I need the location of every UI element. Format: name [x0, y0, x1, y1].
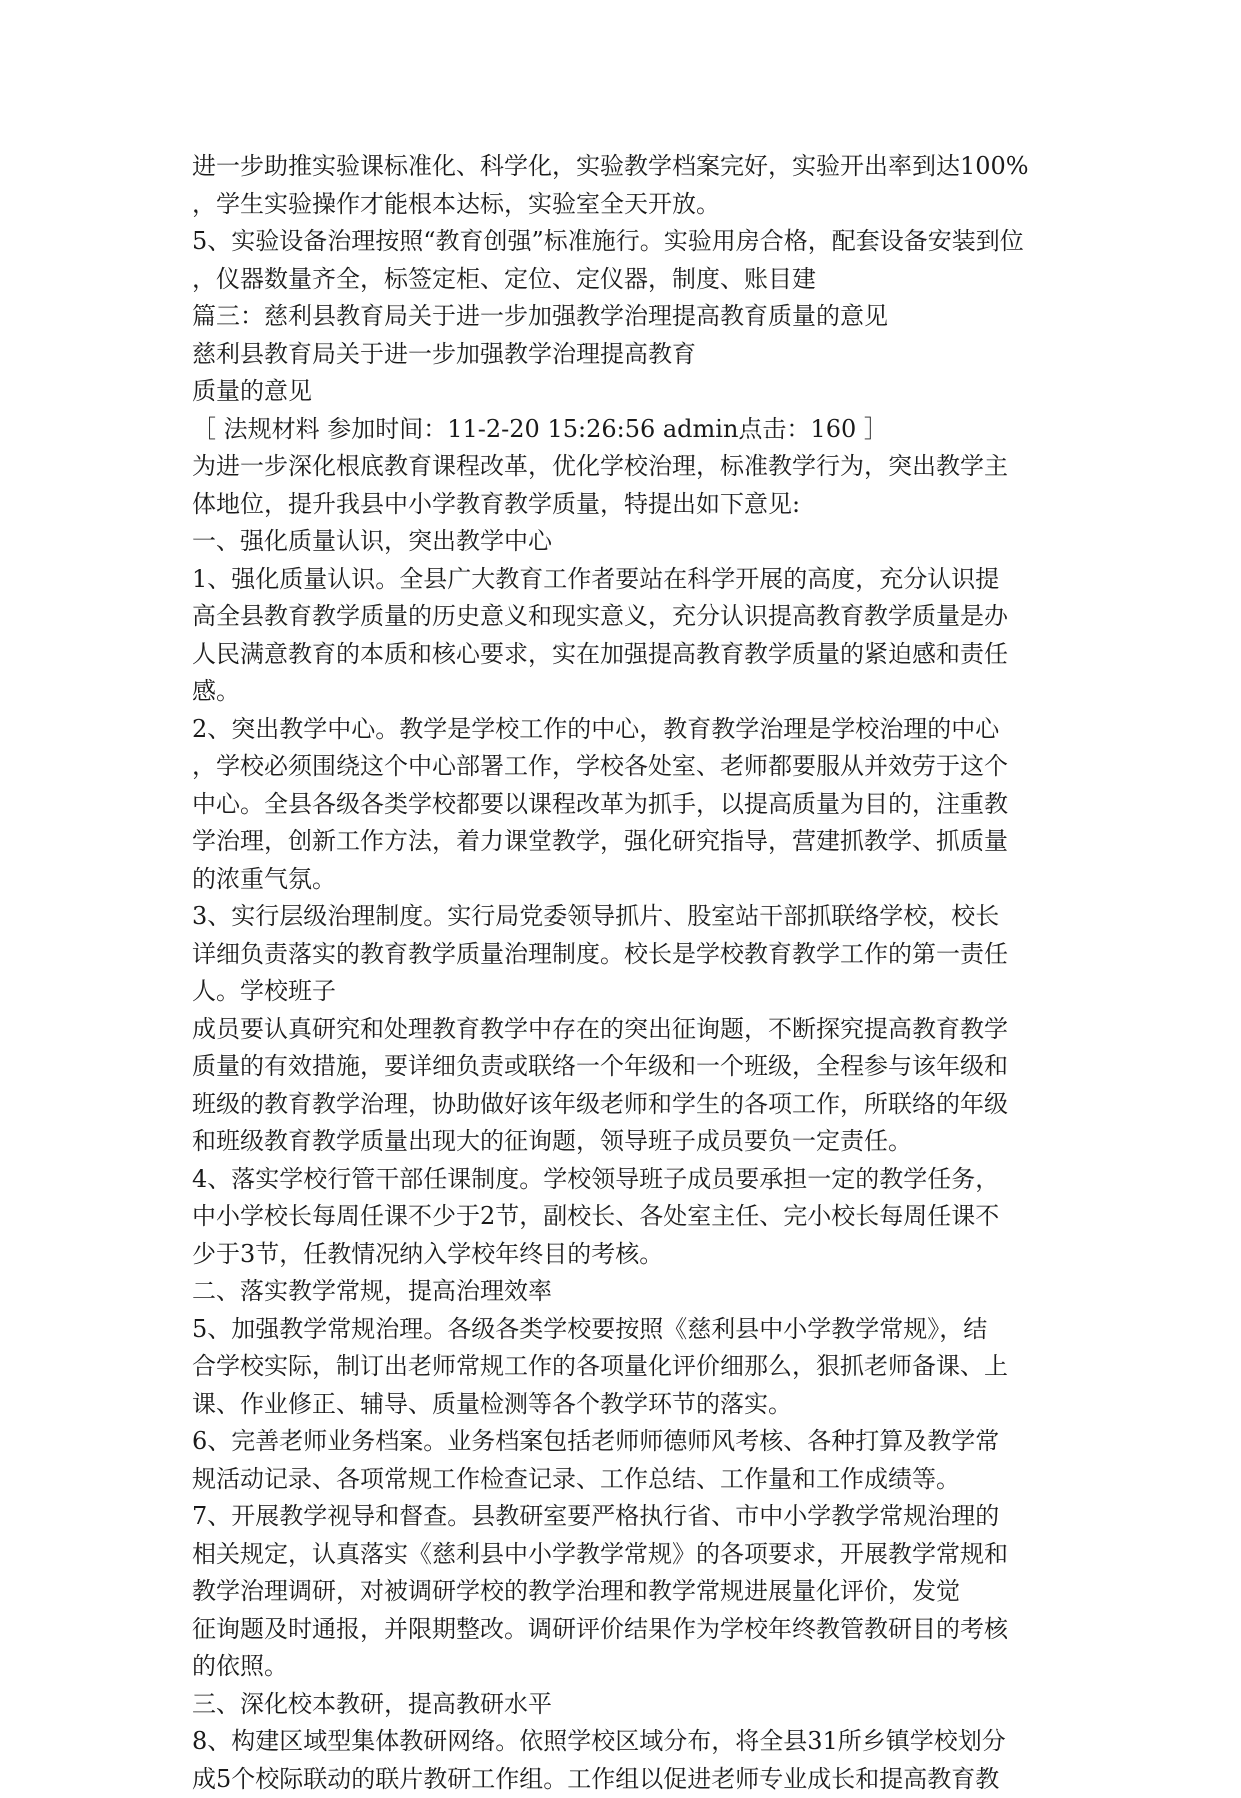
- text-line: 感。: [192, 673, 1054, 711]
- text-line: 2、突出教学中心。教学是学校工作的中心，教育教学治理是学校治理的中心: [192, 711, 1054, 749]
- text-line: 规活动记录、各项常规工作检查记录、工作总结、工作量和工作成绩等。: [192, 1461, 1054, 1499]
- article-title: 慈利县教育局关于进一步加强教学治理提高教育: [192, 336, 1054, 374]
- text-line: 中心。全县各级各类学校都要以课程改革为抓手，以提高质量为目的，注重教: [192, 786, 1054, 824]
- text-line: 少于3节，任教情况纳入学校年终目的考核。: [192, 1236, 1054, 1274]
- text-line: 5、实验设备治理按照“教育创强”标准施行。实验用房合格，配套设备安装到位: [192, 223, 1054, 261]
- text-line: 教学治理调研，对被调研学校的教学治理和教学常规进展量化评价，发觉: [192, 1573, 1054, 1611]
- text-line: 课、作业修正、辅导、质量检测等各个教学环节的落实。: [192, 1386, 1054, 1424]
- document-body: [192, 148, 1054, 1798]
- text-line: 相关规定，认真落实《慈利县中小学教学常规》的各项要求，开展教学常规和: [192, 1536, 1054, 1574]
- text-line: 班级的教育教学治理，协助做好该年级老师和学生的各项工作，所联络的年级: [192, 1086, 1054, 1124]
- text-line: 征询题及时通报，并限期整改。调研评价结果作为学校年终教管教研目的考核: [192, 1611, 1054, 1649]
- text-line: 体地位，提升我县中小学教育教学质量，特提出如下意见:: [192, 486, 1054, 524]
- section-heading: 二、落实教学常规，提高治理效率: [192, 1273, 1054, 1311]
- text-line: 进一步助推实验课标准化、科学化，实验教学档案完好，实验开出率到达100%: [192, 148, 1054, 186]
- text-line: 3、实行层级治理制度。实行局党委领导抓片、股室站干部抓联络学校，校长: [192, 898, 1054, 936]
- section-heading: 一、强化质量认识，突出教学中心: [192, 523, 1054, 561]
- text-line: 合学校实际，制订出老师常规工作的各项量化评价细那么，狠抓老师备课、上: [192, 1348, 1054, 1386]
- text-line: 为进一步深化根底教育课程改革，优化学校治理，标准教学行为，突出教学主: [192, 448, 1054, 486]
- text-line: 人。学校班子: [192, 973, 1054, 1011]
- text-line: 成5个校际联动的联片教研工作组。工作组以促进老师专业成长和提高教育教: [192, 1761, 1054, 1798]
- section-heading: 三、深化校本教研，提高教研水平: [192, 1686, 1054, 1724]
- text-line: 1、强化质量认识。全县广大教育工作者要站在科学开展的高度，充分认识提: [192, 561, 1054, 599]
- text-line: 4、落实学校行管干部任课制度。学校领导班子成员要承担一定的教学任务，: [192, 1161, 1054, 1199]
- text-line: 学治理，创新工作方法，着力课堂教学，强化研究指导，营建抓教学、抓质量: [192, 823, 1054, 861]
- text-line: 成员要认真研究和处理教育教学中存在的突出征询题，不断探究提高教育教学: [192, 1011, 1054, 1049]
- text-line: 的浓重气氛。: [192, 861, 1054, 899]
- text-line: 7、开展教学视导和督查。县教研室要严格执行省、市中小学教学常规治理的: [192, 1498, 1054, 1536]
- text-line: ，学校必须围绕这个中心部署工作，学校各处室、老师都要服从并效劳于这个: [192, 748, 1054, 786]
- text-line: 人民满意教育的本质和核心要求，实在加强提高教育教学质量的紧迫感和责任: [192, 636, 1054, 674]
- article-title: 质量的意见: [192, 373, 1054, 411]
- section-heading: 篇三：慈利县教育局关于进一步加强教学治理提高教育质量的意见: [192, 298, 1054, 336]
- text-line: 质量的有效措施，要详细负责或联络一个年级和一个班级，全程参与该年级和: [192, 1048, 1054, 1086]
- text-line: ，仪器数量齐全，标签定柜、定位、定仪器，制度、账目建: [192, 261, 1054, 299]
- text-line: 高全县教育教学质量的历史意义和现实意义，充分认识提高教育教学质量是办: [192, 598, 1054, 636]
- text-line: 详细负责落实的教育教学质量治理制度。校长是学校教育教学工作的第一责任: [192, 936, 1054, 974]
- text-line: 8、构建区域型集体教研网络。依照学校区域分布，将全县31所乡镇学校划分: [192, 1723, 1054, 1761]
- text-line: 5、加强教学常规治理。各级各类学校要按照《慈利县中小学教学常规》，结: [192, 1311, 1054, 1349]
- text-line: ，学生实验操作才能根本达标，实验室全天开放。: [192, 186, 1054, 224]
- text-line: 和班级教育教学质量出现大的征询题，领导班子成员要负一定责任。: [192, 1123, 1054, 1161]
- text-line: 6、完善老师业务档案。业务档案包括老师师德师风考核、各种打算及教学常: [192, 1423, 1054, 1461]
- text-line: 中小学校长每周任课不少于2节，副校长、各处室主任、完小校长每周任课不: [192, 1198, 1054, 1236]
- text-line: 的依照。: [192, 1648, 1054, 1686]
- article-meta: ［ 法规材料 参加时间：11-2-20 15:26:56 admin点击：160 ］: [192, 411, 1054, 449]
